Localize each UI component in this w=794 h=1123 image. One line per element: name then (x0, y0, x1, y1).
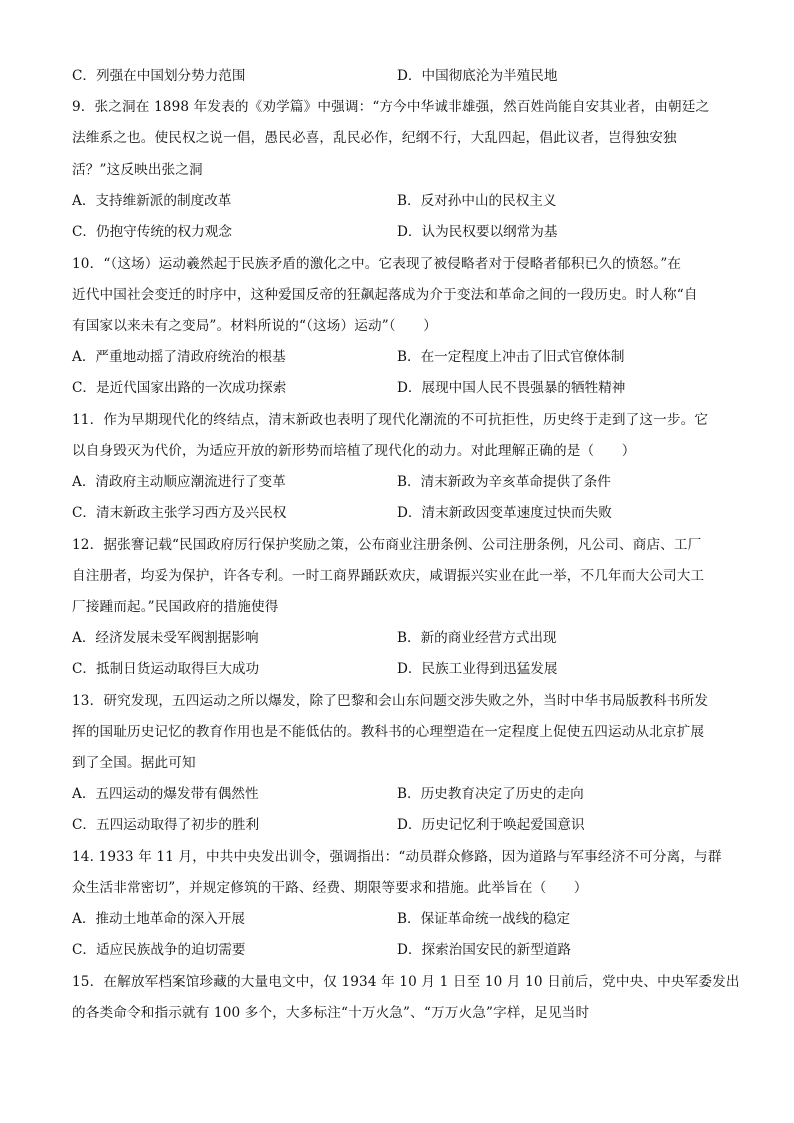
question-9-stem-line-1: 9．张之洞在 1898 年发表的《劝学篇》中强调：“方今中华诚非雄强，然百姓尚能自安其业者，由朝廷之 (72, 99, 710, 115)
question-10-stem-line-1: 10．“（这场）运动羲然起于民族矛盾的激化之中。它表现了被侵略者对于侵略者郁积已久的愤怒。”在 (72, 256, 682, 272)
question-13-stem-line-2: 挥的国耻历史记忆的教育作用也是不能低估的。教科书的心理塑造在一定程度上促使五四运动从北京扩展 (72, 724, 705, 740)
question-10-stem-line-2: 近代中国社会变迁的时序中，这种爱国反帝的狂飙起落成为介于变法和革命之间的一段历史。时人称“自 (72, 287, 698, 303)
question-14-option-D: D．探索治国安民的新型道路 (397, 942, 572, 958)
question-15-stem-line-2: 的各类命令和指示就有 100 多个，大多标注“十万火急”、“万万火急”字样，足见当时 (72, 1005, 590, 1021)
question-12-option-A: A．经济发展未受军阀割据影响 (72, 630, 259, 646)
question-10-option-B: B．在一定程度上冲击了旧式官僚体制 (397, 349, 625, 365)
question-14-option-C: C．适应民族战争的迫切需要 (72, 942, 246, 958)
question-11-option-D: D．清末新政因变革速度过快而失败 (397, 505, 612, 521)
question-11-option-A: A．清政府主动顺应潮流进行了变革 (72, 474, 286, 490)
question-14-option-A: A．推动土地革命的深入开展 (72, 911, 245, 927)
question-9-stem-line-3: 活？”这反映出张之洞 (72, 162, 203, 178)
question-11-option-C: C．清末新政主张学习西方及兴民权 (72, 505, 287, 521)
option-C: C．列强在中国划分势力范围 (72, 68, 246, 84)
question-13-option-C: C．五四运动取得了初步的胜利 (72, 817, 260, 833)
question-12-stem-line-3: 厂接踵而起。”民国政府的措施使得 (72, 599, 279, 615)
question-13-option-B: B．历史教育决定了历史的走向 (397, 786, 584, 802)
question-12-stem-line-1: 12．据张謇记载“民国政府厉行保护奖励之策，公布商业注册条例、公司注册条例，凡公司、商店、工厂 (72, 537, 702, 553)
question-14-stem-line-1: 14. 1933 年 11 月，中共中央发出训令，强调指出：“动员群众修路，因为道路与军事经济不可分离，与群 (72, 849, 722, 865)
question-13-option-A: A．五四运动的爆发带有偶然性 (72, 786, 259, 802)
question-12-option-D: D．民族工业得到迅猛发展 (397, 661, 558, 677)
question-11-option-B: B．清末新政为辛亥革命提供了条件 (397, 474, 611, 490)
question-10-stem-line-3: 有国家以来未有之变局”。材料所说的“（这场）运动”（ ） (72, 318, 438, 334)
question-10-option-D: D．展现中国人民不畏强暴的牺牲精神 (397, 380, 626, 396)
question-15-stem-line-1: 15．在解放军档案馆珍藏的大量电文中，仅 1934 年 10 月 1 日至 10 月 10 日前后，党中央、中央军委发出 (72, 974, 740, 990)
question-12-stem-line-2: 自注册者，均妥为保护，许各专利。一时工商界踊跃欢庆，咸谓振兴实业在此一举，不几年而大公司大工 (72, 568, 705, 584)
option-D: D．中国彻底沦为半殖民地 (397, 68, 558, 84)
question-11-stem-line-1: 11．作为早期现代化的终结点，清末新政也表明了现代化潮流的不可抗拒性，历史终于走到了这一步。它 (72, 412, 709, 428)
question-12-option-C: C．抵制日货运动取得巨大成功 (72, 661, 260, 677)
question-13-option-D: D．历史记忆利于唤起爱国意识 (397, 817, 585, 833)
question-10-option-C: C．是近代国家出路的一次成功探索 (72, 380, 287, 396)
question-14-option-B: B．保证革命统一战线的稳定 (397, 911, 571, 927)
question-14-stem-line-2: 众生活非常密切”，并规定修筑的干路、经费、期限等要求和措施。此举旨在（ ） (72, 880, 588, 896)
question-9-stem-line-2: 法维系之也。使民权之说一倡，愚民必喜，乱民必作，纪纲不行，大乱四起，倡此议者，岂得独安独 (72, 130, 677, 146)
question-12-option-B: B．新的商业经营方式出现 (397, 630, 557, 646)
question-9-option-B: B．反对孙中山的民权主义 (397, 193, 557, 209)
question-13-stem-line-1: 13．研究发现，五四运动之所以爆发，除了巴黎和会山东问题交涉失败之外，当时中华书局版教科书所发 (72, 693, 709, 709)
question-13-stem-line-3: 到了全国。据此可知 (72, 755, 196, 771)
question-9-option-D: D．认为民权要以纲常为基 (397, 224, 558, 240)
question-9-option-C: C．仍抱守传统的权力观念 (72, 224, 232, 240)
question-9-option-A: A．支持维新派的制度改革 (72, 193, 232, 209)
question-10-option-A: A．严重地动摇了清政府统治的根基 (72, 349, 286, 365)
question-11-stem-line-2: 以自身毁灭为代价，为适应开放的新形势而培植了现代化的动力。对此理解正确的是（ ） (72, 443, 636, 459)
